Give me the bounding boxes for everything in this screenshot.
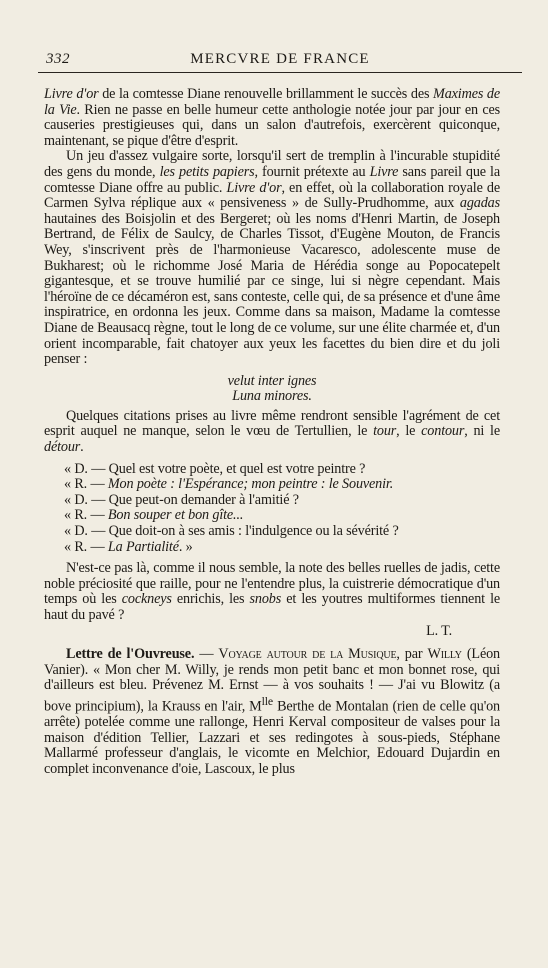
superscript: lle [261, 693, 274, 708]
article-title: Lettre de l'Ouvreuse. [66, 646, 195, 663]
page-number: 332 [46, 51, 70, 67]
italic-run: Livre d'or [226, 179, 282, 196]
review-paragraph-3 [44, 409, 500, 456]
text-run: . Rien ne passe en belle humeur cette anthologie notée jour par jour en ces causeries prestigieuses qui, dans un salon d'autrefois, exercèrent quiconque, maintenant, se pique d'être d'esprit. [44, 101, 500, 149]
italic-run: contour [421, 423, 465, 440]
dialogue-line [64, 477, 500, 493]
review-paragraph-1 [44, 87, 500, 149]
text-run: Berthe de Montalan (rien de celle qu'on arrête) potelée comme une rallonge, Henri Kerval compositeur de valses pour la maison d'édition Tellier, Lazzari et ses redingotes à sous-pieds, Stéphane Mallarmé professeur d'anglais, le vicomte en Melchior, Edouard Dujardin en complet inconvenance d'oie, Lascoux, le plus [44, 698, 500, 778]
italic-run: Livre [369, 163, 399, 180]
latin-quotation [44, 374, 500, 405]
italic-run: agadas [459, 195, 500, 212]
running-title: MERCVRE DE FRANCE [190, 51, 370, 67]
running-header [38, 42, 522, 73]
dialogue-line: « D. — Que peut-on demander à l'amitié ? [64, 491, 299, 508]
dialogue-line: « D. — Que doit-on à ses amis : l'indulgence ou la sévérité ? [64, 523, 399, 540]
text-run: hautaines des Boisjolin et des Bergeret; où les noms d'Henri Martin, de Joseph Bertrand, de Félix de Saulcy, de Charles Tissot, d'Eugène Mouton, de Francis Wey, s'inscrivent près de l'harmonieuse Vacaresco, adolescente muse de Bukharest; où le richomme José Maria de Hérédia songe au Popocatepelt gigantesque, et se trouve humilié par ce singe, lui si nègre cependant. Mais l'héroïne de ce décaméron est, sans conteste, celle qui, de sa présence et d'une âme inspiratrice, en ordonna les jeux. Comme dans sa maison, Madame la comtesse Diane de Beausacq règne, tout le long de ce volume, sur une élite charmée et, d'un orient incomparable, fait chatoyer aux yeux les facettes du bien dire et du joli penser : [44, 210, 500, 368]
author-name: Willy [427, 646, 462, 663]
text-run: Quelques citations prises au livre même rendront sensible l'agrément de cet esprit auquel ne manque, selon le vœu de Tertullien, le [44, 407, 500, 440]
text-run: , fournit prétexte au [254, 163, 370, 180]
book-title: Voyage autour de la Musique [218, 646, 397, 663]
italic-run: Bon souper et bon gîte... [107, 507, 244, 524]
text-run: . [80, 439, 84, 456]
text-run: . » [178, 538, 193, 555]
text-run: « R. — [64, 538, 108, 555]
italic-run: La Partialité [107, 538, 179, 555]
dialogue-line: « D. — Quel est votre poète, et quel est votre peintre ? [64, 460, 366, 477]
italic-run: les petits papiers [159, 163, 255, 180]
text-run: , en effet, où la collaboration royale de Carmen Sylva réplique aux « pensiveness » de Sully-Prudhomme, aux [44, 179, 500, 212]
text-run: (Léon Vanier). « Mon cher M. Willy, je rends mon petit banc et mon bonnet rose, qui d'ailleurs est bleu. Prévenez M. Ernst — à vos souhaits ! — J'ai vu Blowitz (a bove principium), la Krauss en l'air, M [44, 646, 500, 715]
author-signature: L. T. [426, 622, 452, 639]
italic-run: snobs [249, 591, 282, 608]
italic-run: Mon poète : l'Espérance; mon peintre : le Souvenir. [107, 476, 394, 493]
italic-run: tour [373, 423, 397, 440]
review-paragraph-2 [44, 149, 500, 367]
text-run: « R. — [64, 476, 108, 493]
text-run: , par [396, 646, 428, 663]
verse-line: velut inter ignes [227, 372, 317, 389]
body-text [44, 87, 500, 778]
text-run: enrichis, les [171, 591, 250, 608]
book-title: Livre d'or [44, 86, 99, 102]
italic-run: détour [44, 439, 81, 456]
dialogue-line [64, 508, 500, 524]
dialogue-line [64, 540, 500, 556]
text-run: et les youtres multiformes tiennent le haut du pavé ? [44, 591, 501, 623]
text-run: , ni le [464, 423, 500, 440]
italic-run: cockneys [121, 591, 172, 608]
text-run: sans pareil que la comtesse Diane offre au public. [44, 163, 500, 196]
review-paragraph-ouvreuse [44, 647, 500, 777]
book-title: Maximes de la Vie [44, 86, 500, 118]
text-run: de la comtesse Diane renouvelle brillamment le succès des [98, 86, 434, 102]
review-paragraph-4 [44, 561, 500, 623]
text-run: , le [396, 423, 422, 440]
verse-line: Luna minores. [232, 388, 312, 405]
text-run: « R. — [64, 507, 108, 524]
text-run: — [194, 646, 219, 663]
text-run: N'est-ce pas là, comme il nous semble, la note des belles ruelles de jadis, cette noble préciosité que raille, pour ne l'entendre plus, la cuistrerie démocratique d'un temps où les [44, 560, 500, 608]
text-run: Un jeu d'assez vulgaire sorte, lorsqu'il sert de tremplin à l'incurable stupidité des gens du monde, [44, 148, 500, 180]
dialogue-quotes [44, 462, 500, 556]
